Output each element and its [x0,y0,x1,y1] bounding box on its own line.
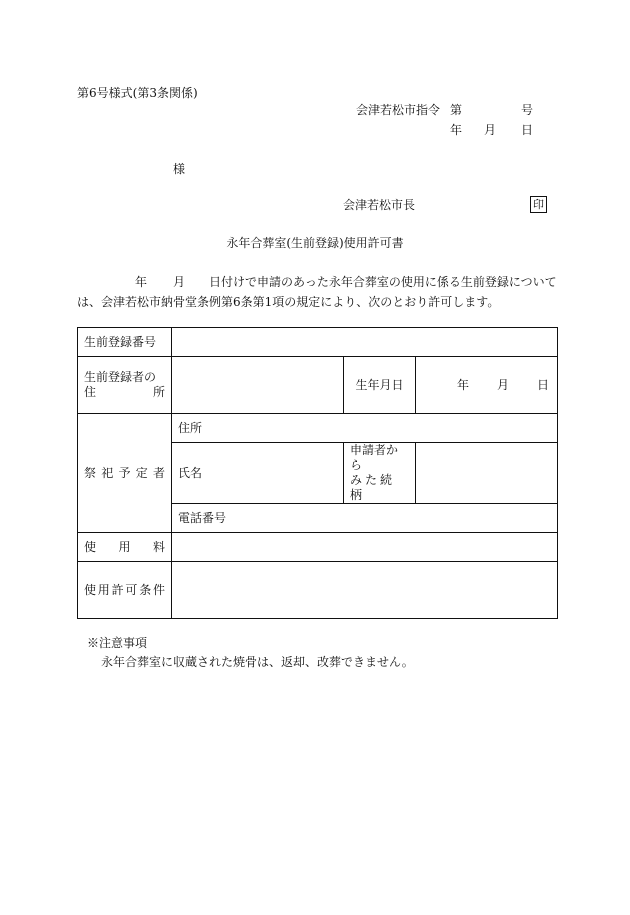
document-title: 永年合葬室(生前登録)使用許可書 [226,236,404,250]
birth-year-unit: 年 [456,377,469,392]
recipient-sama: 様 [173,162,186,176]
date-month: 月 [484,123,497,137]
body-line-2: は、会津若松市納骨堂条例第6条第1項の規定により、次のとおり許可します。 [77,295,500,309]
body-year: 年 [135,275,148,289]
value-sponsor-phone[interactable] [172,504,558,533]
label-relation-line1: 申請者から [350,443,399,472]
sponsor-phone-label: 電話番号 [178,510,227,525]
value-relation[interactable] [416,443,558,504]
body-paragraph [77,272,557,312]
seal-stamp: 印 [530,196,547,213]
body-line-1 [77,272,557,292]
label-fee: 使 用 料 [78,533,172,562]
value-sponsor-name[interactable] [172,443,344,504]
label-conditions: 使 用 許 可 条 件 [78,562,172,619]
birth-day-unit: 日 [537,377,550,392]
label-registration-number: 生前登録番号 [78,328,172,357]
row-registration-number [78,328,558,357]
label-birth-date: 生年月日 [344,357,416,414]
row-fee [78,533,558,562]
date-year: 年 [450,123,463,137]
directive-label: 会津若松市指令 [356,103,441,117]
value-sponsor-address[interactable] [172,414,558,443]
value-conditions[interactable] [172,562,558,619]
notes-heading: ※注意事項 [87,636,148,650]
directive-dai: 第 [450,103,463,117]
label-registrant-line2: 住 所 [84,385,165,399]
row-registrant [78,357,558,414]
sponsor-name-label: 氏名 [178,465,203,480]
value-fee[interactable] [172,533,558,562]
permit-table [77,327,558,619]
birth-month-unit: 月 [496,377,509,392]
form-number: 第6号様式(第3条関係) [77,86,198,100]
label-registrant-line1: 生前登録者の [84,370,157,384]
body-month: 月 [173,275,186,289]
label-relation [344,443,416,504]
value-registrant-address[interactable] [172,357,344,414]
value-registration-number[interactable] [172,328,558,357]
sponsor-address-label: 住所 [178,420,203,435]
notes-text: 永年合葬室に収蔵された焼骨は、返却、改葬できません。 [101,655,414,669]
label-registrant-address [78,357,172,414]
value-birth-date[interactable] [416,357,558,414]
mayor-title: 会津若松市長 [343,198,416,212]
row-sponsor-address [78,414,558,443]
label-sponsor: 祭 祀 予 定 者 [78,414,172,533]
body-line1-rest: 日付けで申請のあった永年合葬室の使用に係る生前登録について [209,275,557,289]
date-day: 日 [521,123,534,137]
directive-go: 号 [521,103,534,117]
label-relation-line2: みた続柄 [350,473,396,502]
row-conditions [78,562,558,619]
